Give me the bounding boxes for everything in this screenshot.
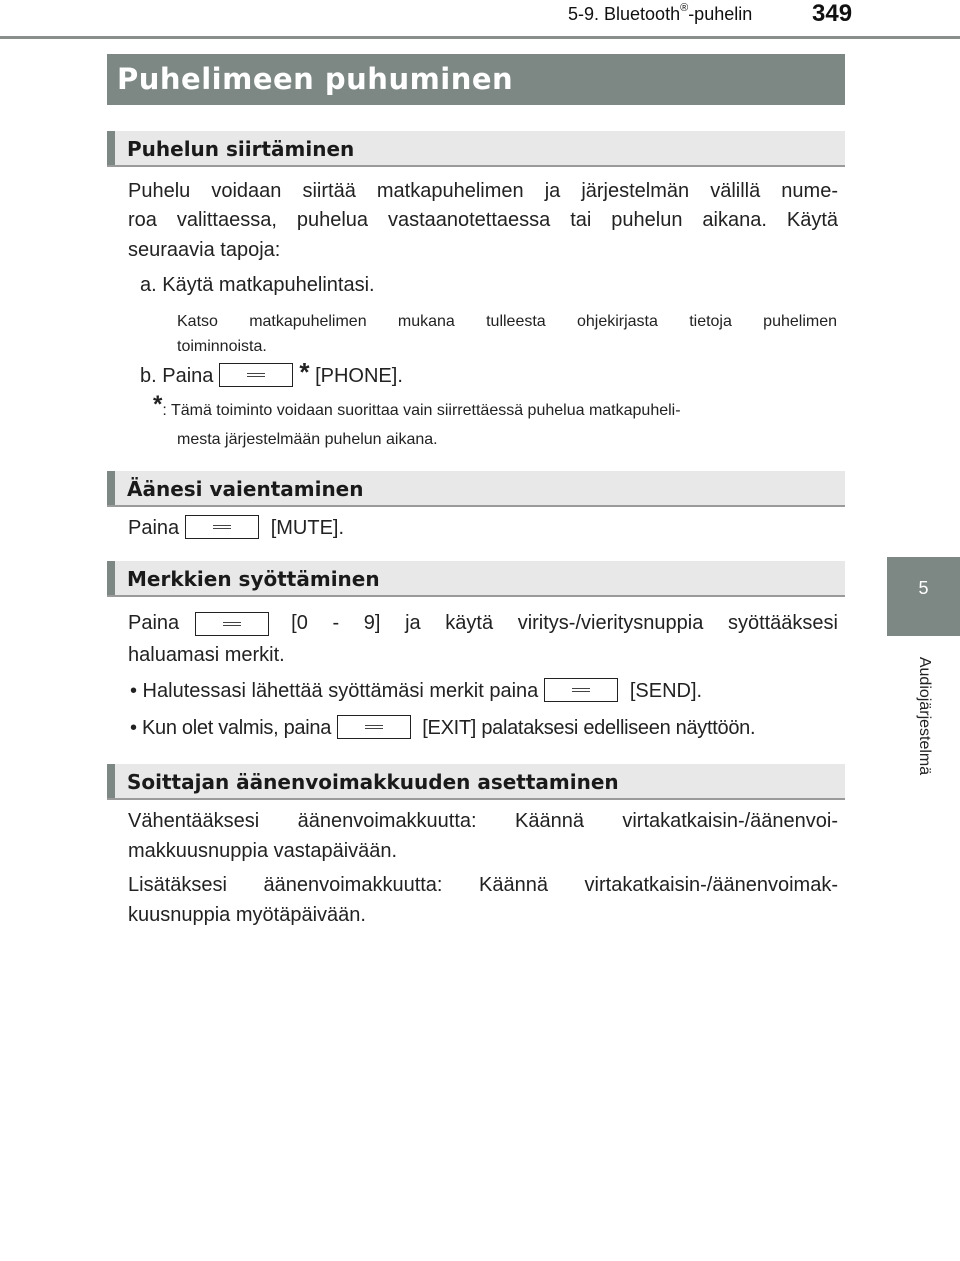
transfer-para-line3: seuraavia tapoja:	[128, 239, 281, 261]
heading-volume: Soittajan äänenvoimakkuuden asettaminen	[107, 764, 845, 800]
heading-input: Merkkien syöttäminen	[107, 561, 845, 597]
input-bullet-exit: • Kun olet valmis, paina [EXIT] palataksesi edelliseen näyttöön.	[130, 712, 755, 745]
page-number: 349	[812, 0, 853, 27]
menu-button-icon[interactable]	[195, 612, 269, 636]
menu-button-icon[interactable]	[544, 678, 618, 702]
volume-increase-line1: Lisätäksesi äänenvoimakkuutta: Käännä virtakatkaisin-/äänenvoimak-	[128, 874, 838, 896]
transfer-para-line1: Puhelu voidaan siirtää matkapuhelimen ja järjestelmän välillä nume-	[128, 180, 838, 202]
section-header: 5-9. Bluetooth®-puhelin	[568, 2, 753, 24]
input-bullet-send: • Halutessasi lähettää syöttämäsi merkit paina [SEND].	[130, 675, 702, 708]
page-title: Puhelimeen puhuminen	[117, 62, 514, 96]
chapter-label: Audiojärjestelmä	[916, 656, 933, 776]
header-divider	[0, 36, 960, 39]
heading-transfer: Puhelun siirtäminen	[107, 131, 845, 167]
mute-instruction: Paina [MUTE].	[128, 512, 344, 545]
volume-decrease-line2: makkuusnuppia vastapäivään.	[128, 840, 398, 862]
input-line1: Paina [0 - 9] ja käytä viritys-/vieritysnuppia syöttääksesi	[128, 612, 838, 634]
transfer-item-b: b. Paina * [PHONE].	[140, 357, 403, 387]
chapter-number: 5	[918, 578, 929, 598]
volume-decrease-line1: Vähentääksesi äänenvoimakkuutta: Käännä virtakatkaisin-/äänenvoi-	[128, 810, 838, 832]
input-line2: haluamasi merkit.	[128, 644, 285, 666]
transfer-footnote-line2: mesta järjestelmään puhelun aikana.	[177, 431, 438, 448]
heading-mute: Äänesi vaientaminen	[107, 471, 845, 507]
transfer-item-a: a. Käytä matkapuhelintasi.	[140, 274, 375, 296]
menu-button-icon[interactable]	[337, 715, 411, 739]
transfer-item-a-note-line2: toiminnoista.	[177, 338, 267, 355]
transfer-item-a-note-line1: Katso matkapuhelimen mukana tulleesta ohjekirjasta tietoja puhelimen	[177, 313, 837, 330]
volume-increase-line2: kuusnuppia myötäpäivään.	[128, 904, 366, 926]
menu-button-icon[interactable]	[185, 515, 259, 539]
transfer-para-line2: roa valittaessa, puhelua vastaanotettaessa tai puhelun aikana. Käytä	[128, 209, 838, 231]
transfer-footnote-line1: *: Tämä toiminto voidaan suorittaa vain siirrettäessä puhelua matkapuheli-	[153, 391, 681, 419]
menu-button-icon[interactable]	[219, 363, 293, 387]
